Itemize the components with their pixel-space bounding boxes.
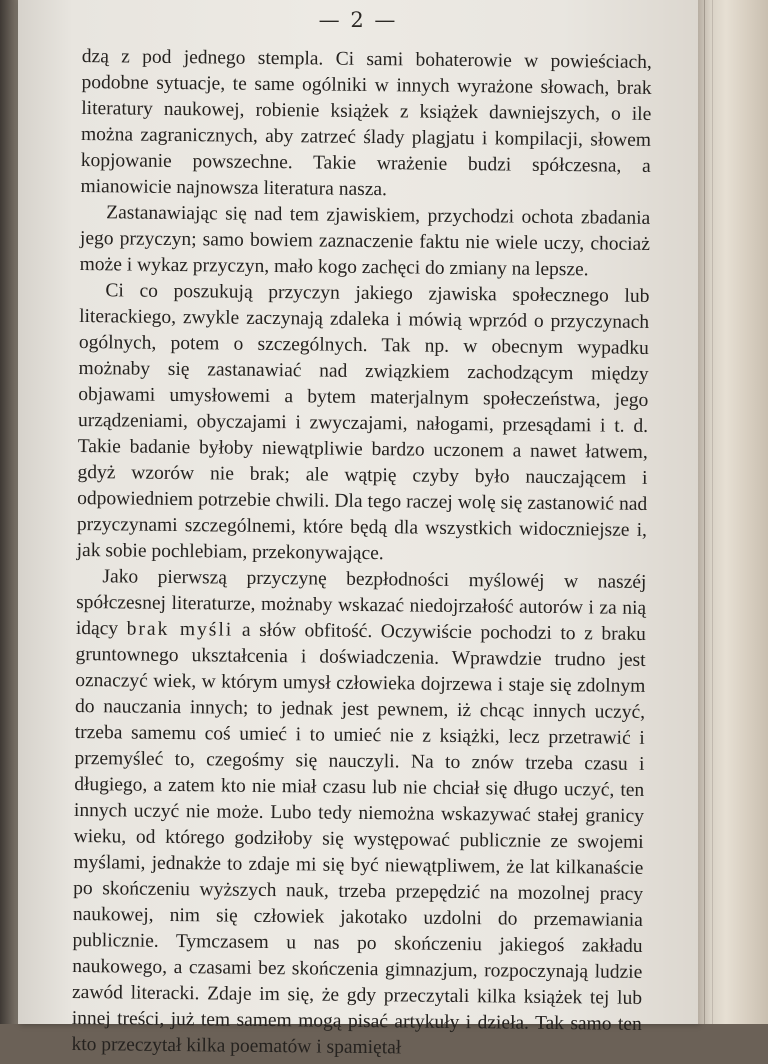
paragraph-4-rest: a słów obfitość. Oczywiście pochodzi to z braku gruntownego ukształcenia i doświadczenia. Wprawdzie trudno jest oznaczyć wiek, w którym umysł człowieka dojrzewa i staje się zdolnym do nauczania innych; to jednak jest pewnem, iż chcąc innych uczyć, trzeba samemu coś umieć i to umieć nie z książki, lecz przetrawić i przemyśleć to, czegośmy się nauczyli. Na to znów trzeba czasu i długiego, a zatem kto nie miał czasu lub nie chciał się długo uczyć, ten innych uczyć nie może. Lubo tedy niemożna wskazywać stałej granicy wieku, od którego godziłoby się występować publicznie ze swojemi myślami, jednakże to zdaje mi się być niewątpliwem, że lat kilkanaście po skończeniu wyższych nauk, trzeba przepędzić na mozolnej pracy naukowej, nim się człowiek jakotako uzdolni do przemawiania publicznie. Tymczasem u nas po skończeniu jakiegoś zakładu naukowego, a czasami bez skończenia gimnazjum, rozpoczynają ludzie zawód literacki. Zdaje im się, że gdy przeczytali kilka książek tej lub innej treści, już tem samem mogą pisać artykuły i dzieła. Tak samo ten kto przeczytał kilka poematów i spamiętał xyxy=(71,619,646,1059)
page-number: — 2 — xyxy=(318,8,398,32)
paragraph-4-start: Jako pierwszą przyczynę bezpłodności myślowéj w naszéj spółczesnej literaturze, możnaby wskazać niedojrzałość autorów i za nią idący xyxy=(75,566,647,640)
page-stack-edge xyxy=(698,0,768,1024)
spaced-emphasis: brak myśli xyxy=(126,618,234,641)
paragraph-4 xyxy=(71,564,646,1064)
page-body xyxy=(71,44,652,1064)
paragraph-2: Zastanawiając się nad tem zjawiskiem, przychodzi ochota zbadania jego przyczyn; samo bowiem zaznaczenie faktu nie wiele uczy, chociaż może i wykaz przyczyn, mało kogo zachęci do zmiany na lepsze. xyxy=(79,202,651,281)
book-page xyxy=(18,0,698,1059)
paragraph-1: dzą z pod jednego stempla. Ci sami bohaterowie w powieściach, podobne sytuacje, te same ogólniki w innych wyrażone słowach, brak literatury naukowej, robienie książek z książek dawniejszych, o ile można zagranicznych, aby zatrzeć ślady plagjatu i kompilacji, słowem kopjowanie powszechne. Takie wrażenie budzi spółczesna, a mianowicie najnowsza literatura nasza. xyxy=(80,45,652,201)
paragraph-3: Ci co poszukują przyczyn jakiego zjawiska społecznego lub literackiego, zwykle zaczynają zdaleka i mówią wprzód o przyczynach ogólnych, potem o szczególnych. Tak np. w obecnym wypadku możnaby się zastanawiać nad związkiem zachodzącym między objawami umysłowemi a bytem materjalnym społeczeństwa, jego urządzeniami, obyczajami i zwyczajami, nałogami, przesądami i t. d. Takie badanie byłoby niewątpliwie bardzo uczonem a nawet łatwem, gdyż wzorów nie brak; ale wątpię czyby było nauczającem i odpowiedniem potrzebie chwili. Dla tego raczej wolę się zastanowić nad przyczynami szczególnemi, które będą dla wszystkich widoczniejsze i, jak sobie pochlebiam, przekonywające. xyxy=(76,280,650,565)
